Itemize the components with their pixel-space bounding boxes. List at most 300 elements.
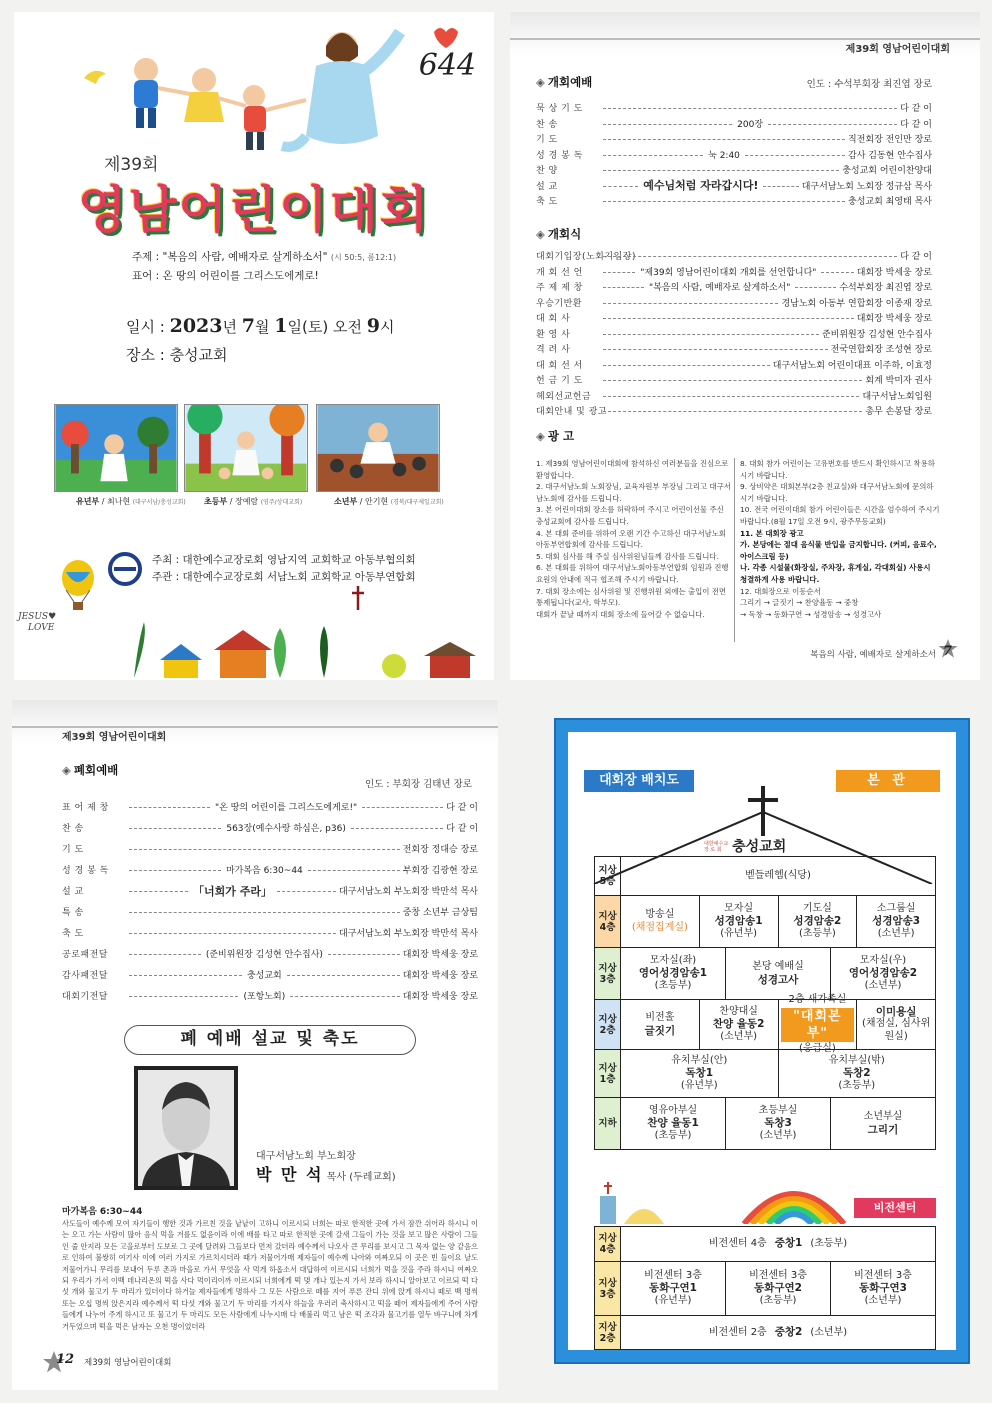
floor-label: 지상 1층 — [595, 1050, 621, 1097]
program-row — [536, 248, 932, 264]
leader-dots — [603, 139, 845, 140]
leader-dots — [603, 186, 638, 187]
program-row-person: 다 같 이 — [446, 803, 478, 813]
leader-dots — [129, 870, 221, 871]
floor-label: 지상 4층 — [595, 1227, 621, 1261]
page-number: 12 — [56, 1352, 75, 1367]
notice-item: 2. 대구서남노회 노회장님, 교육자원부 부장님 그리고 대구서남노회에 감사를 드립니다. — [536, 482, 731, 503]
leader-dots — [277, 891, 336, 892]
program-row-label: 기 도 — [62, 845, 84, 855]
room-division: (유년부) — [720, 927, 758, 939]
room-name: 비전센터 3층 — [854, 1269, 912, 1281]
painting-caption-3: 소년부 / 안기현 (경북/대구제일교회) — [334, 497, 444, 506]
notice-item: 9. 상비약은 대회본부(2층 친교실)와 대구서남노회에 문의하시기 바랍니다. — [740, 482, 934, 503]
room-cell — [857, 1000, 935, 1049]
program-row-detail: 눅 2:40 — [708, 150, 740, 161]
event-place: 장소 : 충성교회 — [126, 346, 228, 364]
room-cell — [779, 896, 858, 947]
room-division: (초등부) — [654, 979, 692, 991]
notice-left-column — [536, 458, 732, 620]
notice-item: 3. 본 어린이대회 장소를 허락하여 주시고 어린이선물 주신 충성교회에 감사를 드립니다. — [536, 505, 724, 526]
program-row — [62, 985, 478, 1006]
leader-dots — [129, 807, 210, 808]
room-division: (초등부) — [759, 1294, 797, 1306]
notice-item: 나. 각종 시설물(화장실, 주차장, 휴게실, 각대회실) 사용시 청결하게 사용 바랍니다. — [740, 563, 931, 584]
pastor-info — [256, 1148, 396, 1187]
leader-dots — [308, 870, 400, 871]
room-contest: 중창1 — [774, 1237, 803, 1250]
program-row-person: 다 같 이 — [900, 119, 932, 130]
town-illustration — [14, 608, 494, 680]
program-row-label: 찬 송 — [62, 824, 84, 834]
theme-block — [132, 248, 396, 285]
program-row — [536, 326, 932, 342]
floor-row — [594, 1226, 936, 1262]
date-hour-unit: 시 — [379, 318, 395, 336]
notice-item: → 독창 → 동화구연 → 성경암송 → 성경고사 — [740, 609, 882, 619]
floor-label: 지상 2층 — [595, 1316, 621, 1349]
leader-dots — [603, 303, 778, 304]
floor-label: 지상 3층 — [595, 1262, 621, 1315]
room-contest: 성경암송3 — [872, 915, 921, 928]
program-row-person: 다 같 이 — [446, 824, 479, 834]
program-row-person: 준비위원장 김성현 안수집사 — [821, 329, 932, 340]
program-row-label: 대 회 사 — [536, 314, 571, 325]
program-row-detail: "복음의 사람, 예배자로 살게하소서" — [648, 283, 791, 294]
program-row-person: 중창 소년부 금상팀 — [402, 908, 478, 918]
closing-worship-title: ◈ 폐회예배 — [62, 763, 119, 777]
room-name: 유치부실(안) — [671, 1054, 728, 1066]
leader-dots — [603, 380, 862, 381]
floor-row — [594, 896, 936, 948]
leader-dots — [603, 349, 828, 350]
program-page-7 — [510, 12, 980, 680]
leader-dots — [821, 272, 853, 273]
room-cell — [831, 948, 935, 999]
room-cell — [621, 1050, 779, 1097]
program-row-detail: 마가복음 6:30~44 — [225, 866, 303, 876]
room-cell — [779, 994, 858, 1054]
painting-caption-1: 유년부 / 최나현 (대구서남/충성교회) — [76, 497, 186, 506]
room-contest: 찬양 율동2 — [712, 1018, 765, 1031]
cover-title: 영남어린이대회 — [78, 181, 431, 239]
room-cell — [831, 1262, 935, 1315]
date-month: 7 — [241, 315, 255, 337]
room-cell — [621, 1316, 935, 1349]
denomination-logo-icon — [108, 552, 142, 586]
page-number: 7 — [942, 644, 952, 659]
program-row — [536, 357, 932, 373]
jesus-love-doodle: JESUS♥ LOVE — [18, 612, 57, 633]
notice-item: 4. 본 대회 준비를 위하여 오랜 기간 수고하신 대구서남노회 아동부연합회에 감사를 드립니다. — [536, 528, 727, 550]
program-row — [536, 372, 932, 388]
page-header-title: 제39회 영남어린이대회 — [845, 44, 950, 55]
program-page-12 — [12, 700, 498, 1390]
program-row-label: 축 도 — [536, 197, 558, 208]
program-row-label: 특 송 — [62, 908, 84, 918]
opening-leader: 인도 : 수석부회장 최진엽 장로 — [806, 79, 932, 90]
program-row-label: 찬 양 — [536, 166, 558, 177]
notice-item: 대회가 끝날 때까지 대회 장소에 들어갈 수 없습니다. — [536, 609, 705, 619]
room-cell — [621, 948, 726, 999]
closing-worship-list — [62, 796, 478, 1006]
leader-dots — [328, 954, 400, 955]
program-row-person: 전국연합회장 조성현 장로 — [830, 345, 932, 356]
program-row-detail: (포항노회) — [243, 992, 286, 1002]
leader-dots — [763, 186, 798, 187]
program-row — [536, 279, 932, 295]
floor-row — [594, 1262, 936, 1316]
program-row — [536, 178, 932, 194]
program-row-label: 설 교 — [536, 181, 558, 192]
program-row-person: 감사 김동현 안수집사 — [848, 150, 933, 161]
painting-youth — [316, 404, 440, 492]
room-contest: 성경암송2 — [793, 915, 842, 928]
room-name: 비전센터 3층 — [749, 1269, 807, 1281]
room-division: (초등부) — [654, 1129, 692, 1141]
room-name: 본당 예배실 — [752, 961, 804, 972]
program-row-label: 대회안내 및 광고 — [536, 407, 608, 418]
room-division: (유년부) — [680, 1079, 718, 1091]
painting-elementary — [184, 404, 308, 492]
leader-dots — [603, 108, 897, 109]
program-row-person: 대회장 박세웅 장로 — [402, 950, 479, 960]
leader-dots — [603, 272, 635, 273]
program-row-person: 대구서남노회임원 — [862, 391, 932, 402]
program-row — [536, 341, 932, 357]
notice-item: 가. 본당에는 절대 음식물 반입을 금지합니다. (커피, 음료수, 아이스크림 등) — [740, 540, 937, 561]
opening-ceremony-list — [536, 248, 932, 419]
program-row-person: 직전회장 전인만 장로 — [848, 135, 932, 146]
room-name: 비전홀 — [645, 1012, 675, 1023]
room-contest: 독창1 — [685, 1067, 714, 1080]
date-year: 2023 — [169, 315, 223, 337]
program-row-label: 축 도 — [62, 929, 84, 939]
program-row-person: 대회장 박세웅 장로 — [856, 267, 932, 278]
winning-paintings — [54, 404, 474, 520]
program-row-person: 전회장 정대승 장로 — [402, 845, 478, 855]
program-row-person: 대회장 박세웅 장로 — [856, 314, 932, 325]
room-division: (유년부) — [654, 1294, 692, 1306]
program-row-person: 충성교회 최영태 목사 — [848, 197, 932, 208]
date-month-unit: 월 — [255, 318, 270, 336]
room-contest: 성경고사 — [757, 973, 799, 986]
floor-row — [594, 1098, 936, 1150]
pastor-title: 목사 (두레교회) — [323, 1172, 396, 1183]
program-row-label: 묵 상 기 도 — [536, 104, 583, 115]
program-row-person: 대회장 박세웅 장로 — [402, 992, 478, 1002]
room-division: (소년부) — [864, 979, 902, 991]
leader-dots — [768, 124, 897, 125]
leader-dots — [603, 256, 897, 257]
leader-dots — [603, 124, 732, 125]
edition-label: 제39회 — [104, 155, 159, 175]
room-cell — [726, 948, 831, 999]
program-row-person: 수석부회장 최진엽 장로 — [839, 283, 932, 294]
organizer-line: 주관 : 대한예수교장로회 서남노회 교회학교 아동부연합회 — [152, 571, 416, 583]
event-date — [126, 312, 394, 341]
room-note: (채점집계실) — [631, 921, 688, 933]
leader-dots — [603, 318, 854, 319]
room-contest: 독창3 — [764, 1117, 792, 1130]
cover-page — [14, 12, 494, 680]
program-row — [536, 264, 932, 280]
headquarters-label: "대회본부" — [781, 1008, 855, 1042]
program-row-detail: "제39회 영남어린이대회 개회를 선언합니다" — [640, 267, 817, 278]
closing-leader: 인도 : 부회장 김태년 장로 — [364, 779, 472, 790]
notice-title: ◈ 광 고 — [536, 429, 575, 443]
room-contest: 이미용실 — [875, 1005, 917, 1018]
program-row-detail: 충성교회 — [246, 971, 282, 981]
program-row-label: 감사패전달 — [62, 971, 108, 981]
leader-dots — [603, 170, 839, 171]
program-row — [62, 964, 478, 985]
leader-dots — [129, 975, 242, 976]
room-cell — [726, 1098, 831, 1149]
room-contest: 그리기 — [867, 1123, 899, 1136]
program-row — [536, 100, 932, 116]
program-row — [536, 310, 932, 326]
program-row-person: 경남노회 아동부 연합회장 이종재 장로 — [781, 298, 932, 309]
room-division: (초등부) — [810, 1238, 848, 1250]
date-hour: 9 — [366, 315, 380, 337]
program-row-person: 다 같 이 — [900, 104, 932, 115]
scripture-body-text: 사도들이 예수께 모여 자기들이 행한 것과 가르친 것을 낱낱이 고하니 이르시되 너희는 따로 한적한 곳에 가서 잠깐 쉬어라 하시니 이는 오고 가는 사람이 많아 음식 먹을 겨를도 없음이라 이에 배를 타고 따로 한적한 곳에 갈새 그들이 가는 것을 보고 많은 사람이 그들인 줄 안지라 모든 고을로부터 도보로 그 곳에 달려와 그들보다 먼저 갔더라 예수께서 나오사 큰 무리를 보시고 그 목자 없는 양 같음으로 인하여 불쌍히 여기사 이에 여러 가지로 가르치시더라 때가 저물어가매 제자들이 예수께 나아와 여짜오되 이 곳은 빈 들이요 날도 저물어가니 무리를 보내어 두루 촌과 마을로 가서 무엇을 사 먹게 하옵소서 대답하여 이르시되 너희가 먹을 것을 주라 하시니 여짜오되 우리가 가서 이백 데나리온의 떡을 사다 먹이리이까 이르시되 너희에게 떡 몇 개나 있는지 가서 보라 하시니 알아보고 이르되 떡 다섯 개와 물고기 두 마리가 있더이다 하거늘 제자들에게 명하사 그 모든 사람으로 떼를 지어 푸른 잔디 위에 앉게 하시니 떼로 백 명씩 또는 오십 명씩 앉은지라 예수께서 떡 다섯 개와 물고기 두 마리를 가지사 하늘을 우러러 축사하시고 떡을 떼어 제자들에게 주어 사람들에게 나누어 주게 하시고 또 물고기 두 마리도 모든 사람에게 나누시매 다 배불리 먹고 남은 떡 조각과 물고기를 열두 바구니에 차게 거두었으며 떡을 먹은 남자는 오천 명이었더라 — [62, 1219, 478, 1331]
program-row-label: 공로패전달 — [62, 950, 108, 960]
program-row — [536, 388, 932, 404]
room-name: 모자실 — [724, 902, 754, 914]
room-cell — [621, 1000, 700, 1049]
room-contest: 영어성경암송1 — [638, 967, 708, 980]
room-name: 방송실 — [645, 909, 675, 920]
room-division: (초등부) — [798, 927, 836, 939]
leader-dots — [287, 975, 400, 976]
program-row-detail: 「너희가 주라」 — [193, 884, 272, 898]
main-building-tag: 본 관 — [836, 770, 940, 792]
painting-caption-2: 초등부 / 장예람 (영주/상대교회) — [204, 497, 303, 506]
program-row-label: 대 회 선 서 — [536, 360, 583, 371]
program-row — [536, 116, 932, 132]
notice-item: 12. 대회장으로 이동순서 — [740, 586, 821, 596]
room-contest: 동화구연3 — [859, 1282, 907, 1295]
floor-row — [594, 994, 936, 1054]
leader-dots — [290, 996, 399, 997]
date-day: 1 — [274, 315, 288, 337]
floor-label: 지상 4층 — [595, 896, 621, 947]
program-row-label: 성 경 봉 독 — [62, 866, 109, 876]
room-name: 모자실(우) — [859, 954, 907, 966]
opening-ceremony-title: ◈ 개회식 — [536, 227, 582, 241]
room-cell — [700, 1000, 779, 1049]
host-line: 주최 : 대한예수교장로회 영남지역 교회학교 아동부협의회 — [152, 554, 416, 566]
leader-dots — [129, 849, 400, 850]
church-name: 대한예수교 장 로 회 충성교회 — [704, 839, 787, 855]
program-row — [536, 403, 932, 419]
program-row-label: 환 영 사 — [536, 329, 571, 340]
room-division: (초등부) — [838, 1079, 876, 1091]
program-row — [62, 943, 478, 964]
notice-item: 11. 본 대회장 광고 — [740, 528, 804, 538]
program-row-label: 주 제 제 창 — [536, 283, 583, 294]
room-contest: 찬양 율동1 — [647, 1117, 699, 1130]
room-contest: 글짓기 — [644, 1024, 676, 1037]
program-row-label: 대회기입장(노회기입장) — [536, 252, 636, 263]
room-name: 소년부실 — [863, 1111, 903, 1122]
room-contest: 성경암송1 — [714, 915, 763, 928]
notice-item: 그리기 → 글짓기 → 찬양율동 → 중창 — [740, 598, 859, 608]
floor-label: 지하 — [595, 1098, 621, 1149]
room-cell — [621, 857, 935, 895]
program-row-person: 대회장 박세웅 장로 — [402, 971, 478, 981]
program-row-person: 다 같 이 — [900, 252, 932, 263]
program-row-label: 찬 송 — [536, 119, 558, 130]
leader-dots — [351, 828, 443, 829]
program-row-label: 설 교 — [62, 887, 84, 897]
notice-item: 7. 대회 장소에는 심사위원 및 진행위원 외에는 출입이 전면 통제됩니다(교사, 학부모). — [536, 586, 727, 608]
leader-dots — [129, 891, 188, 892]
leader-dots — [603, 396, 859, 397]
pastor-photo — [134, 1066, 238, 1190]
room-contest: 동화구연2 — [754, 1282, 802, 1295]
program-row-person: 대구서남노회 부노회장 박만석 목사 — [339, 887, 478, 897]
leader-dots — [129, 996, 238, 997]
theme-line: 주제 : "복음의 사람, 예배자로 살게하소서" — [132, 251, 328, 263]
venue-floor-plan — [554, 718, 970, 1364]
event-date-place — [126, 312, 394, 369]
program-row-person: 대구서남노회 노회장 정규삼 목사 — [801, 181, 933, 192]
program-row — [62, 796, 478, 817]
program-row-detail: "온 땅의 어린이를 그리스도에게로!" — [215, 803, 358, 813]
leader-dots — [603, 201, 845, 202]
room-inline — [709, 1326, 847, 1340]
program-row — [62, 838, 478, 859]
program-row — [536, 295, 932, 311]
leader-dots — [745, 155, 845, 156]
leader-dots — [362, 807, 443, 808]
program-row — [536, 193, 932, 209]
leader-dots — [129, 933, 336, 934]
room-name: 비전센터 3층 — [644, 1269, 702, 1281]
room-name: 벧들레헴(식당) — [745, 869, 811, 881]
room-cell — [857, 896, 935, 947]
leader-dots — [129, 912, 400, 913]
floor-plan-sheet — [568, 732, 956, 1350]
floor-label: 지상 5층 — [595, 857, 621, 895]
program-row-label: 우승기반환 — [536, 298, 582, 309]
program-row-person: 총무 손봉달 장로 — [865, 407, 932, 418]
floor-label: 지상 3층 — [595, 948, 621, 999]
room-division: (소년부) — [877, 927, 915, 939]
program-row-person: 대구서남노회 어린이대표 이주하, 이효정 — [772, 360, 932, 371]
room-name: 영유아부실 — [648, 1104, 698, 1116]
room-name: 모자실(좌) — [649, 954, 697, 966]
room-division: (소년부) — [864, 1294, 902, 1306]
room-cell — [700, 896, 779, 947]
children-and-jesus-illustration — [54, 18, 474, 168]
room-division: (응급실) — [798, 1042, 836, 1054]
theme-ref: (시 50:5, 롬12:1) — [330, 253, 397, 262]
notice-right-column — [740, 458, 940, 620]
program-row-person: 충성교회 어린이찬양대 — [842, 166, 932, 177]
floor-label: 지상 2층 — [595, 1000, 621, 1049]
program-row-detail: (준비위원장 김성현 안수집사) — [205, 950, 323, 960]
leader-dots — [603, 155, 703, 156]
page-header-title: 제39회 영남어린이대회 — [62, 732, 167, 743]
program-row-person: 대구서남노회 부노회장 박만석 목사 — [339, 929, 478, 939]
date-prefix: 일시 : — [126, 318, 165, 336]
room-name: 소그룹실 — [876, 902, 916, 914]
room-division: (소년부) — [810, 1326, 848, 1338]
leader-dots — [603, 365, 770, 366]
program-row — [62, 922, 478, 943]
room-name: 찬양대실 — [719, 1005, 758, 1017]
leader-dots — [603, 411, 862, 412]
program-row — [62, 817, 478, 838]
program-row-detail: 예수님처럼 자라갑시다! — [643, 179, 759, 193]
program-row — [62, 880, 478, 901]
floor-plan-tag: 대회장 배치도 — [584, 770, 694, 792]
program-row-label: 대회기전달 — [62, 992, 108, 1002]
leader-dots — [603, 334, 819, 335]
pastor-role: 대구서남노회 부노회장 — [256, 1151, 356, 1162]
program-row-label: 헌 금 기 도 — [536, 376, 583, 387]
leader-dots — [795, 287, 836, 288]
program-row — [536, 131, 932, 147]
program-row — [536, 147, 932, 163]
program-row — [62, 901, 478, 922]
room-division: (소년부) — [759, 1129, 797, 1141]
room-name: 비전센터 2층 — [708, 1326, 767, 1338]
room-cell — [726, 1262, 831, 1315]
room-cell — [831, 1098, 935, 1149]
room-name: 유치부실(밖) — [828, 1054, 885, 1066]
program-row-detail: 200장 — [737, 119, 764, 130]
date-day-unit: 일(토) 오전 — [287, 318, 362, 336]
program-row-label: 기 도 — [536, 135, 558, 146]
motto-line: 표어 : 온 땅의 어린이를 그리스도에게로! — [132, 270, 319, 282]
notice-item: 1. 제39회 영남어린이대회에 참석하신 여러분들을 진심으로 환영합니다. — [536, 459, 729, 480]
vision-center-tag: 비전센터 — [854, 1198, 936, 1218]
page-footer: 복음의 사람, 예배자로 살게하소서 — [810, 650, 936, 660]
program-row-label: 격 려 사 — [536, 345, 571, 356]
pastor-name: 박 만 석 — [256, 1165, 324, 1184]
room-contest: 독창2 — [842, 1067, 871, 1080]
program-row-label: 표 어 제 창 — [62, 803, 109, 813]
notice-item: 8. 대회 참가 어린이는 고유번호를 반드시 확인하시고 착용하시기 바랍니다. — [740, 459, 935, 480]
program-row-person: 회계 박미자 권사 — [865, 376, 932, 387]
floor-row — [594, 948, 936, 1000]
program-row-label: 헤외선교헌금 — [536, 391, 592, 402]
room-division: (소년부) — [720, 1030, 758, 1042]
room-contest: 동화구연1 — [649, 1282, 697, 1295]
program-row-label: 성 경 봉 독 — [536, 150, 583, 161]
notice-divider — [734, 458, 735, 642]
program-row — [62, 859, 478, 880]
program-row — [536, 162, 932, 178]
sermon-heading-box: 폐 예배 설교 및 축도 — [124, 1025, 416, 1055]
room-name: 초등부실 — [758, 1104, 798, 1116]
room-division: (채점실, 심사위원실) — [862, 1018, 931, 1042]
leader-dots — [603, 287, 644, 288]
leader-dots — [129, 828, 221, 829]
sermon-scripture: 마가복음 6:30~44 — [62, 1207, 143, 1217]
notice-item: 5. 대회 심사를 해 주실 심사위원님들께 감사를 드립니다. — [536, 551, 719, 561]
opening-worship-title: ◈ 개회예배 — [536, 75, 593, 89]
room-cell — [621, 896, 700, 947]
room-cell — [621, 1098, 726, 1149]
vision-center-illustration — [594, 1178, 854, 1224]
painting-elementary-young — [54, 404, 178, 492]
